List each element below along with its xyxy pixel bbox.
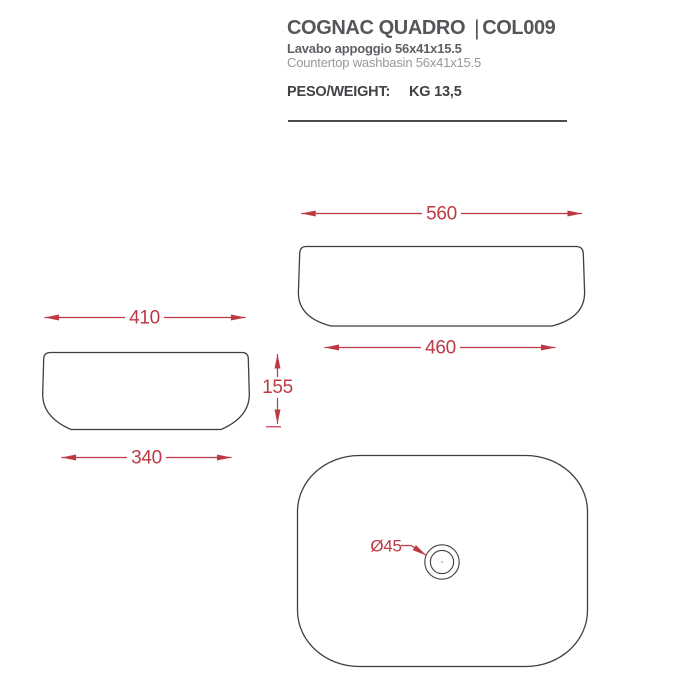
dim-410-label: 410 bbox=[129, 307, 160, 329]
dim-side-bottom-depth bbox=[62, 448, 232, 469]
dim-height bbox=[262, 354, 293, 427]
drain-center-mark bbox=[441, 561, 443, 563]
weight-label: PESO/WEIGHT: bbox=[287, 84, 391, 100]
front-elevation-view bbox=[298, 204, 584, 359]
side-elevation-view bbox=[43, 308, 293, 469]
subtitle-english: Countertop washbasin 56x41x15.5 bbox=[287, 55, 481, 70]
dim-340-label: 340 bbox=[131, 447, 162, 469]
plan-view bbox=[298, 456, 588, 667]
subtitle-italian: Lavabo appoggio 56x41x15.5 bbox=[287, 41, 462, 56]
product-name: COGNAC QUADRO bbox=[287, 17, 466, 39]
title-separator: | bbox=[474, 17, 480, 40]
weight-value: KG 13,5 bbox=[408, 84, 462, 100]
dim-side-top-depth bbox=[45, 308, 246, 329]
dim-front-top-width bbox=[301, 204, 582, 225]
dim-560-label: 560 bbox=[426, 203, 457, 225]
front-outline bbox=[298, 247, 584, 327]
dim-460-label: 460 bbox=[425, 337, 456, 359]
plan-outline bbox=[298, 456, 588, 667]
side-outline bbox=[43, 353, 250, 430]
product-code: COL009 bbox=[482, 17, 556, 39]
dim-155-label: 155 bbox=[262, 377, 293, 398]
dim-front-bottom-width bbox=[325, 338, 556, 359]
dim-drain-label: Ø45 bbox=[370, 536, 402, 556]
